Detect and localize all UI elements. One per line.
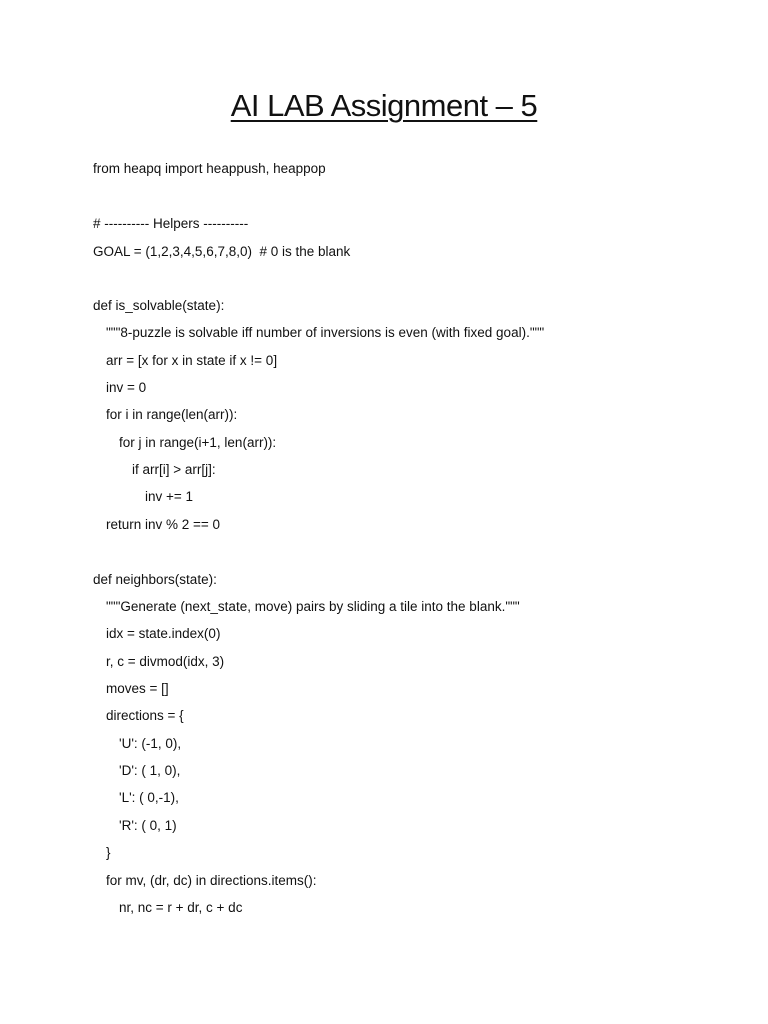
code-line: """8-puzzle is solvable iff number of inversions is even (with fixed goal)."""	[106, 325, 545, 340]
code-line: nr, nc = r + dr, c + dc	[119, 900, 243, 915]
code-line: arr = [x for x in state if x != 0]	[106, 353, 278, 368]
code-line: """Generate (next_state, move) pairs by sliding a tile into the blank."""	[106, 599, 520, 614]
code-line: moves = []	[106, 681, 169, 696]
code-line: inv += 1	[145, 489, 194, 504]
code-line: for i in range(len(arr)):	[106, 407, 238, 422]
code-line: 'L': ( 0,-1),	[119, 790, 179, 805]
code-line: if arr[i] > arr[j]:	[132, 462, 216, 477]
code-line: r, c = divmod(idx, 3)	[106, 654, 225, 669]
code-line: def neighbors(state):	[93, 572, 217, 587]
code-line: 'D': ( 1, 0),	[119, 763, 181, 778]
code-line: inv = 0	[106, 380, 147, 395]
code-line: def is_solvable(state):	[93, 298, 225, 313]
code-line: }	[106, 845, 111, 860]
code-line: return inv % 2 == 0	[106, 517, 221, 532]
code-line: from heapq import heappush, heappop	[93, 161, 326, 176]
page-title: AI LAB Assignment – 5	[230, 88, 538, 123]
code-line: 'U': (-1, 0),	[119, 736, 182, 751]
code-line: # ---------- Helpers ----------	[93, 216, 249, 231]
code-line: for j in range(i+1, len(arr)):	[119, 435, 277, 450]
code-line: directions = {	[106, 708, 184, 723]
code-line: for mv, (dr, dc) in directions.items():	[106, 873, 317, 888]
code-line: idx = state.index(0)	[106, 626, 221, 641]
code-line: GOAL = (1,2,3,4,5,6,7,8,0) # 0 is the blank	[93, 244, 351, 259]
code-line: 'R': ( 0, 1)	[119, 818, 177, 833]
